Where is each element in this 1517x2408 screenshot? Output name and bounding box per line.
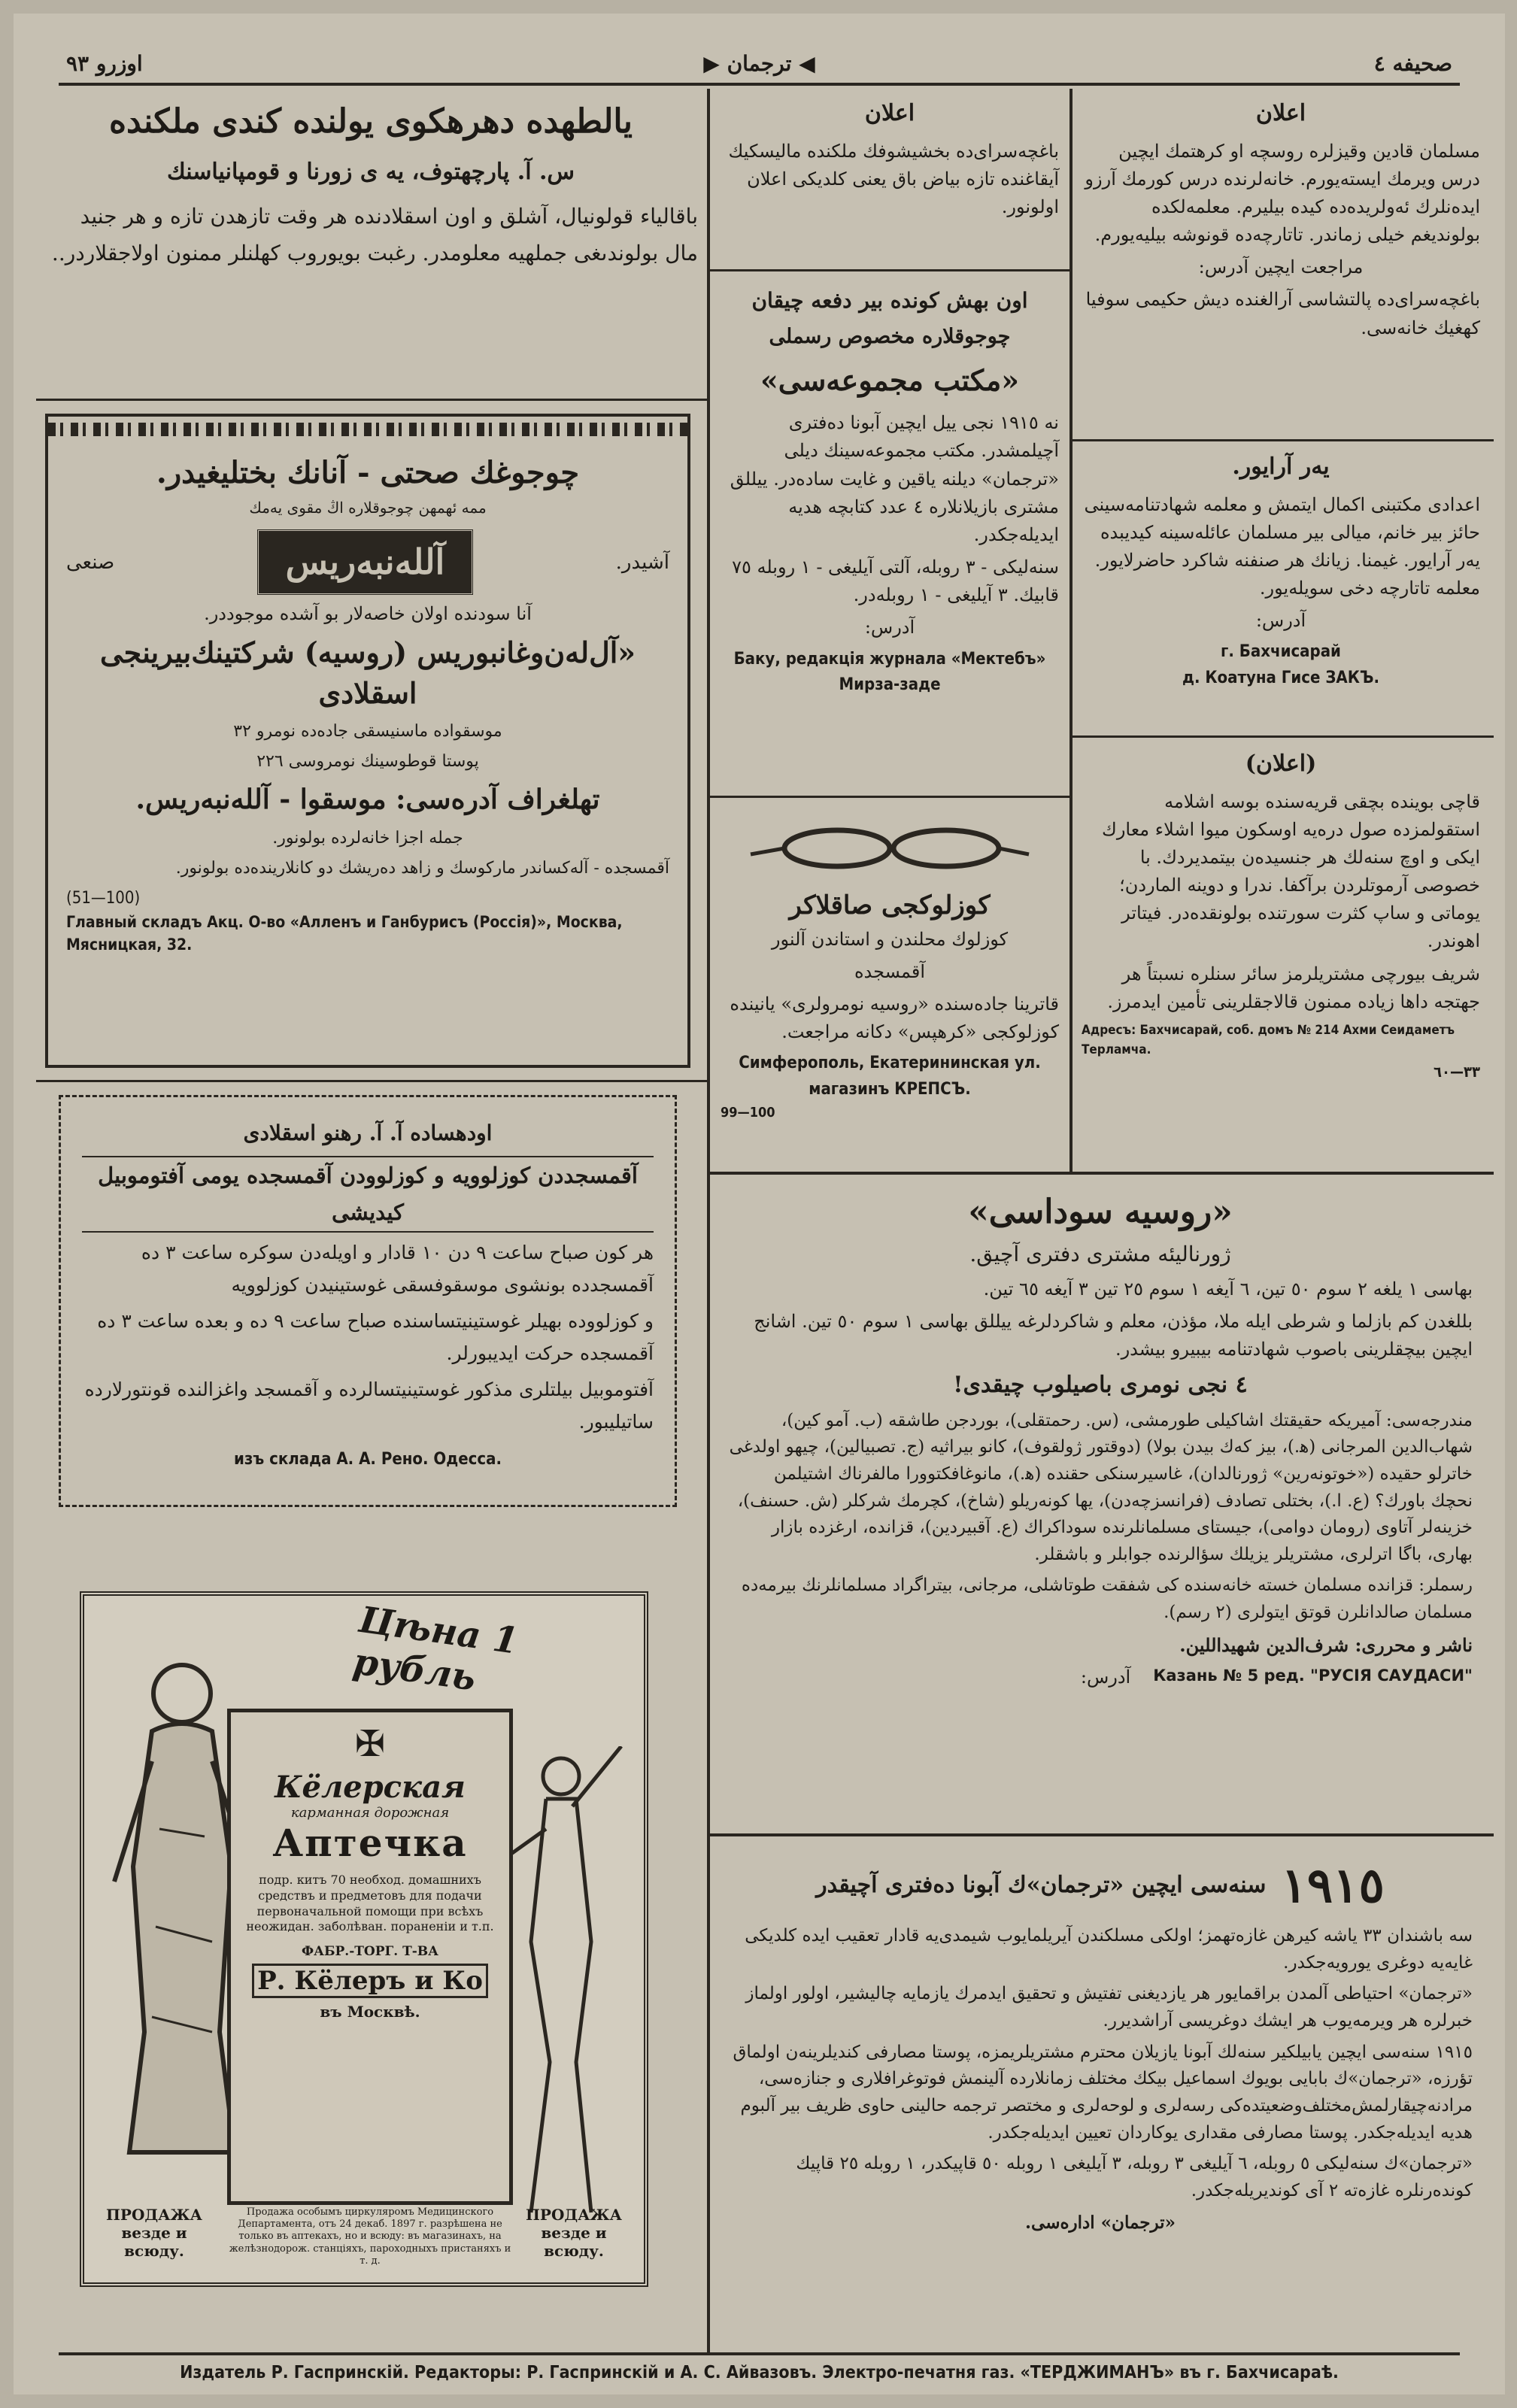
teacher-body: اعدادى مكتبنى اكمال ايتمش و معلمه شهادتنامه‌سينى حائز بير خانم، ميالى بير مسلمان عائله‌سينه كيديبده يه‌ر آرايور. غيمنا. زيانك هر صنفنه شاكرد حاضرلايور. معلمه تاتارچه دخى سويله‌يور. xyxy=(1084,493,1480,599)
eagle-emblem-icon: ✠ xyxy=(354,1723,386,1765)
separator xyxy=(1073,439,1494,441)
rusya-contents: مندرجه‌سى: آميريكه حقيقتك اشاكيلى طورمشى، (س. رحمتقلى)، بوردجن طاشقه (ب. آمو كين)، شهاب‌الدين المرجانى (ﻫ.)، بيز كه‌ك بيدن بولا) (دوقتور ژولقوف)، كانو بيراثيه (ج. تصبيالين)، چيهو اولدغى خاترلو حقيده («خوتونه‌رين» ژورنالدان)، غاسيرسنكى حقنده (ﻫ.)، مانوغافكتوورا مالفرناك اشتيلمن نحچك باورك؟ (ع. ا.)، بختلى تصادف (فرانسزچه‌دن)، يها كونه‌ريلو (شاخ)، كچرمك شركلر (ش. حسنف)، خزينه‌لر آتاوى (رومان دوامى)، جيستاى مسلمانلرنده سوداكراك (ع. آقبيردين)، قزانده، ارغزده بازار بهارى، باگا اترلرى، مشتريلر يزيلك سؤالرنده جوابلر و باشقلر. xyxy=(729,1410,1473,1564)
land-russian: Адресъ: Бахчисарай, соб. домъ № 214 Ахми Сеидаметъ Терламча. xyxy=(1082,1023,1455,1058)
column-rule-middle xyxy=(1069,89,1073,1172)
rusya-publisher: ناشر و محررى: شرف‌الدين شهيداللين. xyxy=(1179,1633,1473,1656)
allenburys-line2: آنا سودنده اولان خاصه‌لار بو آشده موجوددر. xyxy=(204,603,532,625)
sale-left: ПРОДАЖА везде и всюду. xyxy=(106,2206,202,2260)
glasses-line2: آقمسجده xyxy=(854,960,926,982)
separator xyxy=(710,1172,1494,1175)
rusya-discount: بللغدن كم بازلما و شرطى ايله ملا، مؤذن، معلم و شاكردلرغه ييللق بهاسى ١ سوم ٥٠ تين. اشانج ايچين بيچقلرينى باصوب شهادتنامه بيبيرو بيشدر. xyxy=(754,1310,1473,1360)
allenburys-telegraph: تهلغراف آدره‌سى: موسقوا - آلله‌نبه‌ريس. xyxy=(135,784,600,816)
separator xyxy=(36,1080,707,1082)
abuna-p5: «ترجمان» اداره‌سى. xyxy=(1025,2212,1176,2233)
allenburys-address2: پوستا قوطوسينك نومروسى ٢٢٦ xyxy=(256,751,479,771)
right-ilan-body: مسلمان قادين وقيزلره روسچه او كرهتمك ايچين درس ويرمك ايسته‌يورم. خانه‌لرنده درس كورمك آرزو ايده‌نلرك ئه‌ولريده‌ده كيده بيليرم. معلمه‌لكده بولونديغم خيلى زماندر. تاتارچه‌ده قونوشه بيليه‌يورم. xyxy=(1085,140,1480,246)
auto-line1: هر كون صباح ساعت ٩ دن ١٠ قادار و اويله‌دن سوكره ساعت ٣ ده آقمسجدده بونشوى موسقوفسقى غوستينيدن كوزلوويه xyxy=(141,1242,654,1296)
glasses-russian1: Симферополь, Екатерининская ул. xyxy=(739,1054,1041,1073)
rusya-pictures: رسملر: قزانده مسلمان خسته خانه‌سنده كى شفقت طوتاشلى، مرجانى، بيتراگراد مسلمانلرنك بيرمه‌ده مسلمان صالدانلرن قوتق ايتولرى (٢ رسم). xyxy=(741,1576,1473,1623)
abuna-p1: سه باشندان ٣٣ ياشه كيرهن غازه‌تهمز؛ اولكى مسلكندن آيريلمايوب شيمدى‌يه قادار تعقيب ايده كلديكى غايه‌يه دوغرى يورويه‌جكدر. xyxy=(745,1926,1473,1973)
land-title: (اعلان) xyxy=(1245,751,1317,777)
page-footer: Издатель Р. Гаспринскій. Редакторы: Р. Гаспринскій и А. С. Айвазовъ. Электро-печатня газ. «ТЕРДЖИМАНЪ» въ г. Бахчисараѣ. xyxy=(180,2363,1339,2382)
right-ilan-contact: باغچه‌سراى‌ده پالتشاسى آرالغنده ديش حكيمى سوفيا كهغيك خانه‌سى. xyxy=(1085,289,1480,338)
separator xyxy=(710,269,1069,271)
maktab-address-ru2: Мирза-заде xyxy=(839,675,941,694)
issue-number-label: اوزرو ٩٣ xyxy=(66,51,143,76)
ad-title: يالطهده دهرهكوى يولنده كندى ملكنده xyxy=(108,102,633,141)
pharmacy-kit-illustration xyxy=(80,1591,648,2287)
product-line2: карманная дорожная xyxy=(290,1805,450,1821)
glasses-ad xyxy=(721,886,1059,1124)
abuna-title-row xyxy=(728,1848,1473,1923)
allenburys-russian: Главный складъ Акц. О-во «Алленъ и Ганбурисъ (Россія)», Москва, Мясницкая, 32. xyxy=(66,913,623,954)
ornament-border-top xyxy=(48,423,687,436)
glasses-line1: كوزلوك محلندن و استاندن آلنور xyxy=(771,928,1009,950)
glasses-russian2: магазинъ КРЕПСЪ. xyxy=(809,1079,971,1099)
rusya-subtitle: ژورناليئه مشترى دفترى آچيق. xyxy=(969,1242,1231,1267)
maktab-ad xyxy=(721,284,1059,698)
allenburys-code: (51—100) xyxy=(66,889,141,908)
yalta-store-ad xyxy=(44,96,698,276)
maktab-intro2: چوجوقلاره مخصوص رسملى xyxy=(769,325,1011,349)
maker-city: въ Москвѣ. xyxy=(320,2003,420,2021)
land-body2: شريف بيورچى مشتريلرمز سائر سنلره نسبتاً هر جهتجه داها زياده ممنون قالاجقلرينى تأمين ايدمرز. xyxy=(1107,963,1480,1012)
ilan-body: باغچه‌سراى‌ده بخشيشوفك ملكنده ماليسكيك آيقاغنده تازه بياض باق يعنى كلديكى اعلان اولونور. xyxy=(728,140,1059,217)
separator xyxy=(710,1833,1494,1836)
brand-row xyxy=(66,524,669,600)
glasses-title: كوزلوكجى صاقلاكر xyxy=(789,890,991,920)
allenburys-line1: ممه ئهمهن چوجوقلاره اڭ مقوى يه‌مك xyxy=(249,499,487,517)
allenburys-address1: موسقواده ماسنيسقى جاده‌ده نومرو ٣٢ xyxy=(233,721,502,741)
automobile-content xyxy=(82,1115,654,1474)
land-code: ٣٣—٦٠ xyxy=(1434,1062,1480,1081)
footer-rule xyxy=(59,2352,1460,2355)
sale-right: ПРОДАЖА везде и всюду. xyxy=(526,2206,622,2260)
right-ilan-title: اعلان xyxy=(1255,100,1306,126)
maktab-address-ru1: Баку, редакція журнала «Мектебъ» xyxy=(733,649,1046,669)
maker-label: ФАБР.-ТОРГ. Т-ВА xyxy=(302,1944,438,1960)
glasses-code: 99—100 xyxy=(721,1104,775,1121)
maktab-intro1: اون بهش كونده بير دفعه چيقان xyxy=(751,288,1028,313)
price-text: Цѣна 1 рубль xyxy=(350,1598,521,1700)
allenburys-content xyxy=(66,450,669,956)
paper-name: ترجمان xyxy=(727,51,792,76)
abuna-year: ١٩١٥ xyxy=(1281,1858,1385,1914)
abuna-p3: ١٩١٥ سنه‌سى ايچين يابيلكير سنه‌لك آبونا يازيلان محترم مشتريلريمزه، پوستا مصارفى كنديلرينه‌ن اولماق تؤرزه، «ترجمان»ك بابايى بويوك اسماعيل بيكك مختلف زمانلارده آلينمش فوتوغرافلارى و جنازه‌سى، مرادنه‌چيقارلمش‌مختلف‌وضعيتده‌كى رسه‌لرى و لوحه‌لرى و مختصر ترجمه حالينى حاوى ظريف بير آلبوم هديه ايديله‌جكدر. پوستا مصارفى مقدارى يوكاردان تعيين ايديله‌جكدر. xyxy=(733,2042,1473,2143)
teacher-address-label: آدرس: xyxy=(1255,610,1306,632)
abuna-p2: «ترجمان» احتياطى آلمدن براقمايور هر يازديغنى تفتيش و تحقيق ايدمرك يازمايه چاليشير، اولور اولماز خبرلره هر ويرمه‌يوب هر ايشك دوغريسى آراشديرر. xyxy=(745,1984,1473,2031)
right-ilan xyxy=(1082,96,1480,347)
auto-title: اودهساده آ. آ. رهنو اسقلادى xyxy=(243,1121,493,1145)
rusya-address-ru: Казань № 5 ред. "РУСІЯ САУДАСИ" xyxy=(1153,1666,1473,1685)
kit-box xyxy=(227,1709,513,2205)
auto-line3: آفتوموبيل بيلتلرى مذكور غوستينيتسالرده و آقمسجد واغزالنده قونتورلارده ساتيليبور. xyxy=(84,1378,654,1433)
teacher-address-ru2: д. Коатуна Гисе ЗАКЪ. xyxy=(1182,668,1379,687)
allenburys-retail1: جمله اجزا خانه‌لرده بولونور. xyxy=(272,828,463,848)
rusya-issue: ٤ نجى نومرى باصيلوب چيقدى! xyxy=(953,1372,1248,1399)
separator xyxy=(710,796,1069,798)
separator xyxy=(36,399,707,401)
rusya-address-row xyxy=(728,1663,1473,1691)
maktab-address-label: آدرس: xyxy=(864,617,915,638)
rusya-sudasi-ad xyxy=(728,1187,1473,1691)
rusya-address-label: آدرس: xyxy=(1080,1666,1131,1688)
auto-russian: изъ склада А. А. Рено. Одесса. xyxy=(233,1450,502,1469)
teacher-ad xyxy=(1082,450,1480,691)
ilan-title: اعلان xyxy=(864,100,915,126)
maktab-price: سنه‌ليكى - ٣ روبله، آلتى آيليغى - ١ روبله ٧٥ قابيك. ٣ آيليغى - ١ روبله‌در. xyxy=(732,557,1059,606)
product-line1: Кёлерская xyxy=(275,1770,466,1805)
abuna-p4: «ترجمان»ك سنه‌ليكى ٥ روبله، ٦ آيليغى ٣ روبله، ٣ آيليغى ١ روبله ٥٠ قاپيكدر، ١ روبله ٢٥ قاپيك كونده‌رنلره غازه‌ته ٢ آى كونديريله‌جكدر. xyxy=(796,2154,1473,2200)
separator xyxy=(1073,735,1494,738)
brand-side-left: آشيدر. xyxy=(615,550,669,574)
maktab-title: «مكتب مجموعه‌سى» xyxy=(760,363,1019,398)
automobile-ad xyxy=(59,1095,677,1507)
brand-side-right: صنعى xyxy=(66,550,115,574)
product-line3: Аптечка xyxy=(272,1821,468,1865)
maktab-body: نه ١٩١٥ نجى ييل ايچين آبونا ده‌فترى آچيلمشدر. مكتب مجموعه‌سينك ديلى «ترجمان» ديلنه ياقين و غايت ساده‌در. ييللق مشترى بازيلانلاره ٤ عدد كتابچه هديه ايديله‌جكدر. xyxy=(730,412,1059,545)
glasses-line3: قاترينا جاده‌سنده «روسيه نومرولرى» يانينده كوزلوكجى «كرهپس» دكانه مراجعت. xyxy=(730,993,1059,1043)
auto-line2: و كوزلووده بهيلر غوستينيتساسنده صباح ساعت ٩ ده و بعده ساعت ٣ ده آقمسجده حركت ايديبورلر. xyxy=(97,1310,654,1364)
column-rule-left xyxy=(707,89,710,1172)
allenburys-company: «آل‌له‌ن‌وغانبوريس (روسيه) شركتينك‌بيرينجى اسقلادى xyxy=(100,635,636,710)
newspaper-page xyxy=(14,14,1505,2394)
land-ad xyxy=(1082,747,1480,1084)
middle-ilan xyxy=(721,96,1059,226)
auto-route-title: آقمسجددن كوزلوويه و كوزلوودن آقمسجده يومى آفتوموبيل كيديشى xyxy=(82,1156,654,1233)
maker-name: Р. Кёлеръ и Ко xyxy=(252,1964,488,1998)
right-ilan-contact-label: مراجعت ايچين آدرس: xyxy=(1198,256,1364,278)
rusya-price: بهاسى ١ يلغه ٢ سوم ٥٠ تين، ٦ آيغه ١ سوم ٢٥ تين ٣ آيغه ٦٥ تين. xyxy=(983,1278,1473,1300)
allenburys-ad xyxy=(45,414,690,1068)
ad-subtitle: س. آ. پارچهتوف، يه ى زورنا و قومپانياسنك xyxy=(166,159,575,186)
eyeglasses-icon xyxy=(747,818,1033,878)
land-body: قاچى بوينده بچقى قريه‌سنده بوسه اشلامه استقولمزده صول دره‌يه اوسكون ميوا اشلاء معارك ايكى و اوچ سنه‌لك هر جنسيده‌ن بيتمديردك. با خصوصى آرموتلردن برآكفا. ندرا و دوينه الماردن؛ يوماتى و ساپ كثرت سورتنده بولونقده‌در. فيتاتر اهوندر. xyxy=(1102,790,1480,952)
page-number-label: صحيفه ٤ xyxy=(1373,51,1452,76)
column-rule-lower xyxy=(707,1172,710,2352)
abuna-title: سنه‌سى ايچين «ترجمان»ك آبونا ده‌فترى آچيقدر xyxy=(816,1872,1267,1899)
rusya-title: «روسيه سوداسى» xyxy=(968,1193,1233,1231)
ad-body: باقالياء قولونيال، آشلق و اون اسقلادنده هر وقت تازهدن تازه و هر جنيد مال بولوندىغى جملهيه معلومدر. رغبت بويوروب كهلنلر ممنون اولاجقلاردر.. xyxy=(51,203,698,265)
allenburys-headline: چوجوغك صحتى - آنانك بختليغيدر. xyxy=(156,455,580,490)
small-text: подр. китъ 70 необход. домашнихъ средствъ и предметовъ для подачи первоначальной помощи при всѣхъ неожидан. заболѣван. пораненіи и т.п. xyxy=(246,1873,494,1934)
masthead-title: ◀ ترجمان ▶ xyxy=(703,51,815,76)
brand-logo: آلله‌نبه‌ريس xyxy=(256,529,475,596)
header-rule xyxy=(59,83,1460,86)
teacher-title: يه‌ر آرايور. xyxy=(1232,453,1330,480)
allenburys-retail2: آقمسجده - آله‌كساندر ماركوسك و زاهد ده‌ريشك دو كانلارينده‌ده بولونور. xyxy=(175,858,669,878)
bottom-text: Продажа особымъ циркуляромъ Медицинского Департамента, отъ 24 декаб. 1897 г. разрѣшена не только въ аптекахъ, но и всюду: въ магазинахъ, на желѣзнодорож. станціяхъ, пароходныхъ пристаняхъ и т. д. xyxy=(229,2206,511,2267)
teacher-address-ru1: г. Бахчисарай xyxy=(1221,642,1341,662)
abuna-1915-ad xyxy=(728,1848,1473,2240)
